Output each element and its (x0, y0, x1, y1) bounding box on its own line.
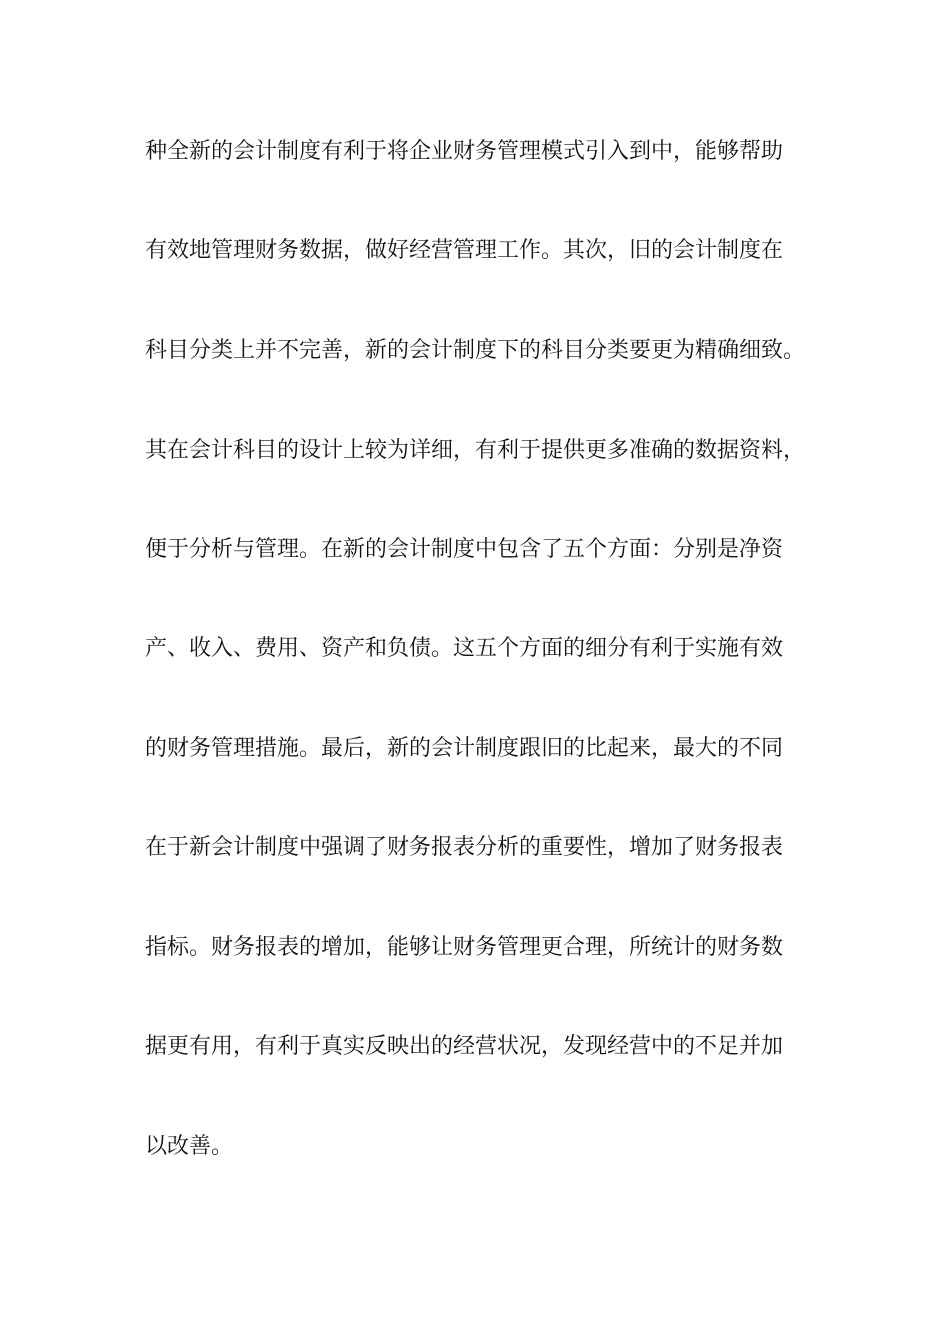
paragraph-line-9: 指标。财务报表的增加，能够让财务管理更合理，所统计的财务数 (145, 935, 784, 960)
paragraph-line-10: 据更有用，有利于真实反映出的经营状况，发现经营中的不足并加 (145, 1034, 784, 1059)
paragraph-line-2: 有效地管理财务数据，做好经营管理工作。其次，旧的会计制度在 (145, 238, 784, 263)
paragraph-line-3: 科目分类上并不完善，新的会计制度下的科目分类要更为精确细致。 (145, 338, 806, 363)
paragraph-line-7: 的财务管理措施。最后，新的会计制度跟旧的比起来，最大的不同 (145, 736, 784, 761)
paragraph-line-1: 种全新的会计制度有利于将企业财务管理模式引入到中，能够帮助 (145, 139, 784, 164)
paragraph-line-5: 便于分析与管理。在新的会计制度中包含了五个方面：分别是净资 (145, 537, 784, 562)
paragraph-line-6: 产、收入、费用、资产和负债。这五个方面的细分有利于实施有效 (145, 636, 784, 661)
paragraph-line-8: 在于新会计制度中强调了财务报表分析的重要性，增加了财务报表 (145, 835, 784, 860)
paragraph-line-4: 其在会计科目的设计上较为详细，有利于提供更多准确的数据资料， (145, 438, 806, 463)
paragraph-line-11: 以改善。 (145, 1134, 234, 1159)
